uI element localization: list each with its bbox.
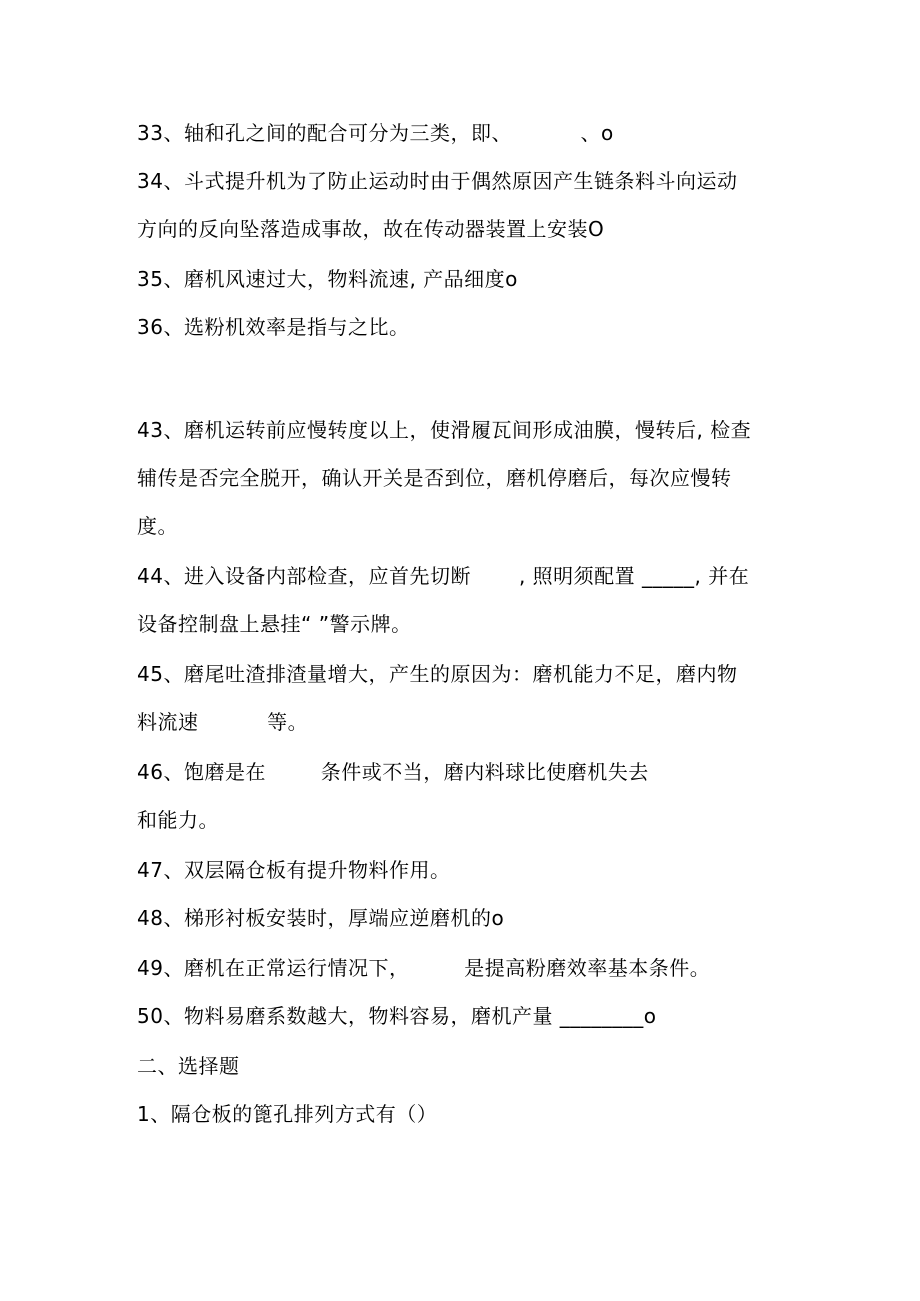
question-48-line: 48、梯形衬板安装时，厚端应逆磨机的o <box>137 906 505 930</box>
question-50-line: 50、物料易磨系数越大，物料容易，磨机产量 ________o <box>137 1004 657 1028</box>
question-34-line-1: 34、斗式提升机为了防止运动时由于偶然原因产生链条料斗向运动 <box>137 169 738 193</box>
question-43-line-1: 43、磨机运转前应慢转度以上，使滑履瓦间形成油膜，慢转后, 检查 <box>137 418 752 442</box>
question-44-line-2: 设备控制盘上悬挂“ ”警示牌。 <box>137 612 412 636</box>
question-46-line-1: 46、饱磨是在 条件或不当，磨内料球比使磨机失去 <box>137 760 649 784</box>
question-45-line-2: 料流速 等。 <box>137 710 309 734</box>
section-heading-choice: 二、选择题 <box>137 1054 240 1078</box>
question-33-line: 33、轴和孔之间的配合可分为三类，即、 、o <box>137 121 614 145</box>
question-44-line-1: 44、进入设备内部检查，应首先切断 , 照明须配置 _____, 并在 <box>137 564 750 588</box>
question-45-line-1: 45、磨尾吐渣排渣量增大，产生的原因为：磨机能力不足，磨内物 <box>137 662 738 686</box>
choice-question-1-line: 1、隔仓板的篦孔排列方式有（） <box>137 1102 438 1126</box>
question-35-line: 35、磨机风速过大，物料流速, 产品细度o <box>137 267 518 291</box>
question-43-line-3: 度。 <box>137 514 178 538</box>
question-47-line: 47、双层隔仓板有提升物料作用。 <box>137 858 451 882</box>
question-43-line-2: 辅传是否完全脱开，确认开关是否到位，磨机停磨后，每次应慢转 <box>137 466 732 490</box>
question-34-line-2: 方向的反向坠落造成事故，故在传动器装置上安装O <box>137 217 605 241</box>
question-49-line: 49、磨机在正常运行情况下， 是提高粉磨效率基本条件。 <box>137 956 711 980</box>
question-36-line: 36、选粉机效率是指与之比。 <box>137 315 410 339</box>
question-46-line-2: 和能力。 <box>137 808 219 832</box>
